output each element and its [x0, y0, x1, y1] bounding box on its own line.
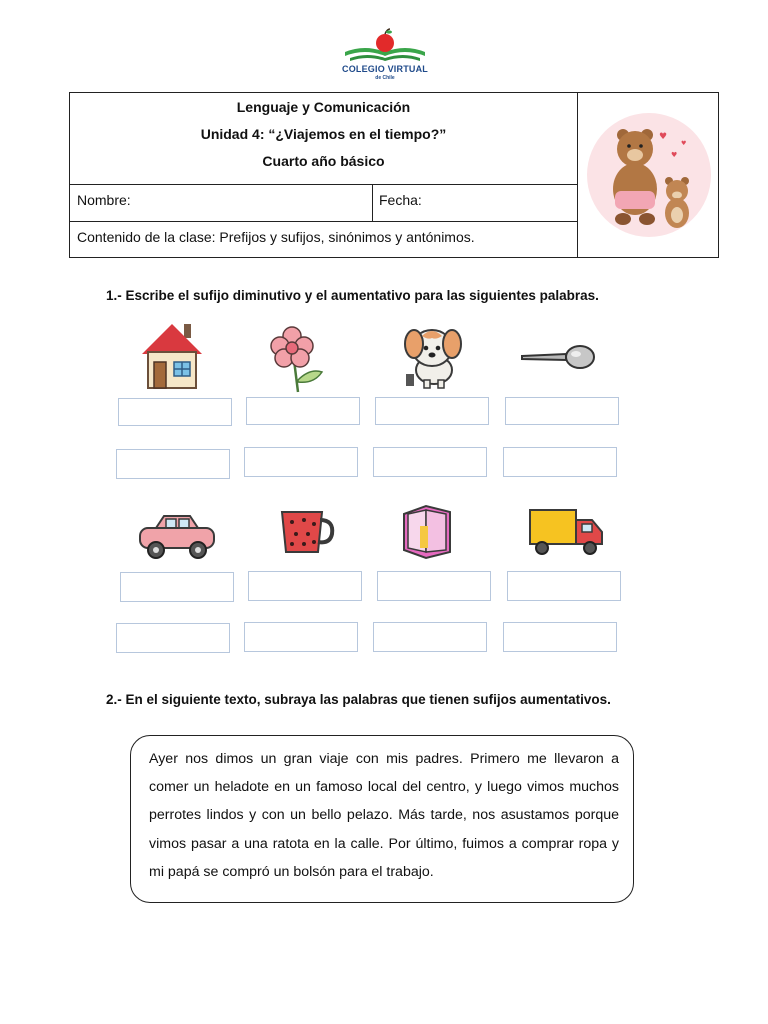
- answer-box-spoon-augmentative[interactable]: [503, 447, 617, 477]
- answer-box-cup-diminutive[interactable]: [248, 571, 362, 601]
- header-table: [69, 92, 719, 258]
- question-1: 1.- Escribe el sufijo diminutivo y el aumentativo para las siguientes palabras.: [106, 288, 599, 303]
- svg-text:♥: ♥: [681, 140, 687, 147]
- flower-icon: [268, 324, 326, 394]
- school-logo: [340, 26, 430, 90]
- house-icon: [140, 320, 204, 392]
- subject-title: Lenguaje y Comunicación: [236, 99, 411, 115]
- answer-box-cup-augmentative[interactable]: [244, 622, 358, 652]
- truck-icon: [528, 506, 604, 558]
- cup-icon: [278, 508, 336, 556]
- logo-name: COLEGIO VIRTUAL: [342, 64, 428, 74]
- grade-title: Cuarto año básico: [262, 153, 385, 169]
- car-icon: [138, 510, 216, 560]
- story-box: [130, 735, 634, 903]
- answer-box-car-diminutive[interactable]: [120, 572, 234, 602]
- answer-box-house-diminutive[interactable]: [118, 398, 232, 426]
- logo-sub: de Chile: [375, 75, 395, 81]
- unit-title: Unidad 4: “¿Viajemos en el tiempo?”: [200, 126, 447, 142]
- book-icon: [398, 502, 456, 560]
- spoon-icon: [520, 342, 598, 372]
- answer-box-truck-diminutive[interactable]: [507, 571, 621, 601]
- story-text[interactable]: Ayer nos dimos un gran viaje con mis padres. Primero me llevaron a comer un heladote en un famoso local del centro, y luego vimos muchos perrotes lindos y con un bello pelazo. Más tarde, nos asustamos porque vimos pasar a una ratota en la calle. Por último, fuimos a comprar ropa y mi papá se compró un bolsón para el trabajo.: [149, 751, 619, 880]
- answer-box-dog-augmentative[interactable]: [373, 447, 487, 477]
- answer-box-house-augmentative[interactable]: [116, 449, 230, 479]
- answer-box-truck-augmentative[interactable]: [503, 622, 617, 652]
- answer-box-flower-diminutive[interactable]: [246, 397, 360, 425]
- class-content: Contenido de la clase: Prefijos y sufijos, sinónimos y antónimos.: [77, 229, 475, 245]
- svg-text:♥: ♥: [671, 151, 678, 159]
- date-label: Fecha:: [379, 192, 422, 208]
- answer-box-spoon-diminutive[interactable]: [505, 397, 619, 425]
- answer-box-book-augmentative[interactable]: [373, 622, 487, 652]
- answer-box-book-diminutive[interactable]: [377, 571, 491, 601]
- answer-box-dog-diminutive[interactable]: [375, 397, 489, 425]
- apple-book-icon: [340, 26, 430, 66]
- dog-icon: [396, 324, 464, 390]
- bears-illustration-icon: [585, 105, 713, 245]
- question-2: 2.- En el siguiente texto, subraya las palabras que tienen sufijos aumentativos.: [106, 692, 611, 707]
- answer-box-car-augmentative[interactable]: [116, 623, 230, 653]
- svg-text:♥: ♥: [659, 132, 668, 142]
- name-label: Nombre:: [77, 192, 131, 208]
- answer-box-flower-augmentative[interactable]: [244, 447, 358, 477]
